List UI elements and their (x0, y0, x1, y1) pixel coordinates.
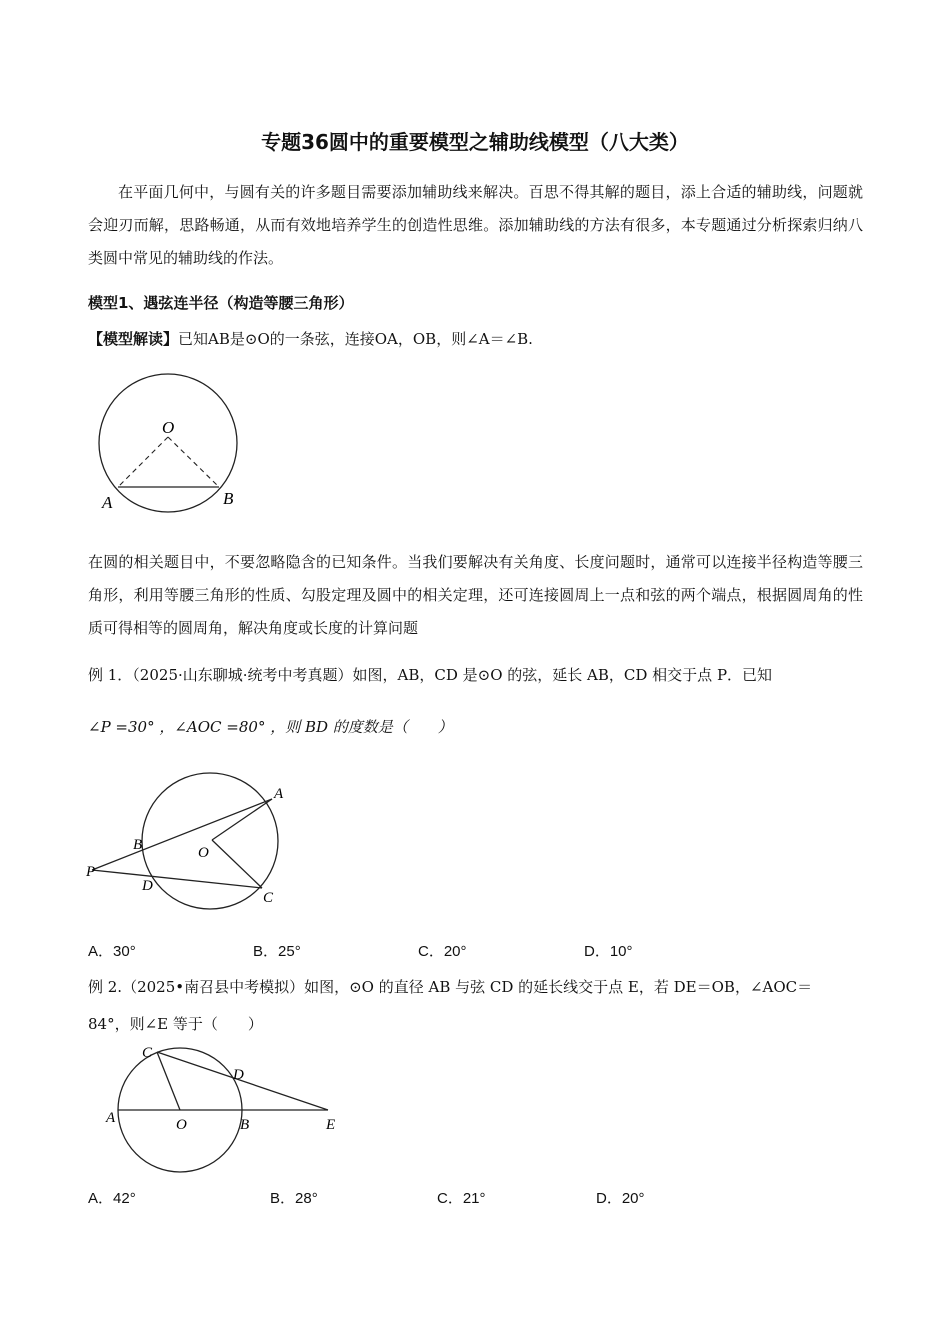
figure-chord-radius (90, 365, 250, 525)
example1-question-line2: ∠P =30° ，∠AOC =80° ，则 BD 的度数是（ ） (88, 718, 453, 736)
label-c: C (142, 1045, 153, 1061)
label-d: D (233, 1067, 244, 1083)
page-title: 专题36圆中的重要模型之辅助线模型（八大类） (261, 130, 689, 154)
example2-option-c[interactable]: C．21° (437, 1190, 486, 1207)
label-o: O (198, 845, 209, 861)
label-o: O (176, 1117, 187, 1133)
example1-option-b[interactable]: B．25° (253, 943, 301, 960)
model-interpretation (88, 328, 533, 349)
figure-example1 (80, 768, 300, 918)
example2-option-a[interactable]: A．42° (88, 1190, 136, 1207)
example1-option-a[interactable]: A．30° (88, 943, 136, 960)
model1-note: 在圆的相关题目中，不要忽略隐含的已知条件。当我们要解决有关角度、长度问题时，通常可以连接半径构造等腰三角形，利用等腰三角形的性质、勾股定理及圆中的相关定理，还可连接圆周上一点和弦的两个端点，根据圆周角的性质可得相等的圆周角，解决角度或长度的计算问题 (88, 553, 863, 637)
interp-text: 已知AB是⊙O的一条弦，连接OA，OB，则∠A＝∠B. (178, 330, 533, 348)
label-o: O (162, 418, 175, 437)
example2-question-line2: 84°，则∠E 等于（ ） (88, 1015, 263, 1033)
figure-example2 (100, 1040, 350, 1180)
example2-question-line1: 例 2.（2025•南召县中考模拟）如图，⊙O 的直径 AB 与弦 CD 的延长线交于点 E，若 DE＝OB，∠AOC＝ (88, 978, 813, 996)
example1-option-c[interactable]: C．20° (418, 943, 467, 960)
radius-oc (212, 840, 262, 888)
intro-paragraph: 在平面几何中，与圆有关的许多题目需要添加辅助线来解决。百思不得其解的题目，添上合适的辅助线，问题就会迎刃而解，思路畅通，从而有效地培养学生的创造性思维。添加辅助线的方法有很多，本专题通过分析探索归纳八类圆中常见的辅助线的作法。 (88, 183, 863, 267)
label-p: P (86, 864, 96, 880)
interp-label: 【模型解读】 (88, 330, 179, 348)
label-b: B (223, 489, 234, 508)
label-b: B (240, 1117, 250, 1133)
model1-heading: 模型1、遇弦连半径（构造等腰三角形） (88, 294, 354, 312)
label-c: C (263, 890, 274, 906)
example2-option-d[interactable]: D．20° (596, 1190, 645, 1207)
line-pa (92, 799, 272, 870)
radius-ob (168, 437, 219, 487)
label-e: E (326, 1117, 336, 1133)
circle-o (99, 374, 237, 512)
example2-option-b[interactable]: B．28° (270, 1190, 318, 1207)
radius-oa (118, 437, 168, 487)
label-a: A (106, 1110, 116, 1126)
radius-oc (157, 1052, 180, 1110)
line-pc (92, 870, 262, 888)
label-b: B (133, 837, 143, 853)
label-d: D (142, 878, 153, 894)
label-a: A (274, 786, 284, 802)
label-a: A (102, 493, 113, 512)
example1-question-line1: 例 1．（2025·山东聊城·统考中考真题）如图，AB，CD 是⊙O 的弦，延长 AB，CD 相交于点 P．已知 (88, 666, 773, 684)
example1-option-d[interactable]: D．10° (584, 943, 633, 960)
circle-o (142, 773, 278, 909)
